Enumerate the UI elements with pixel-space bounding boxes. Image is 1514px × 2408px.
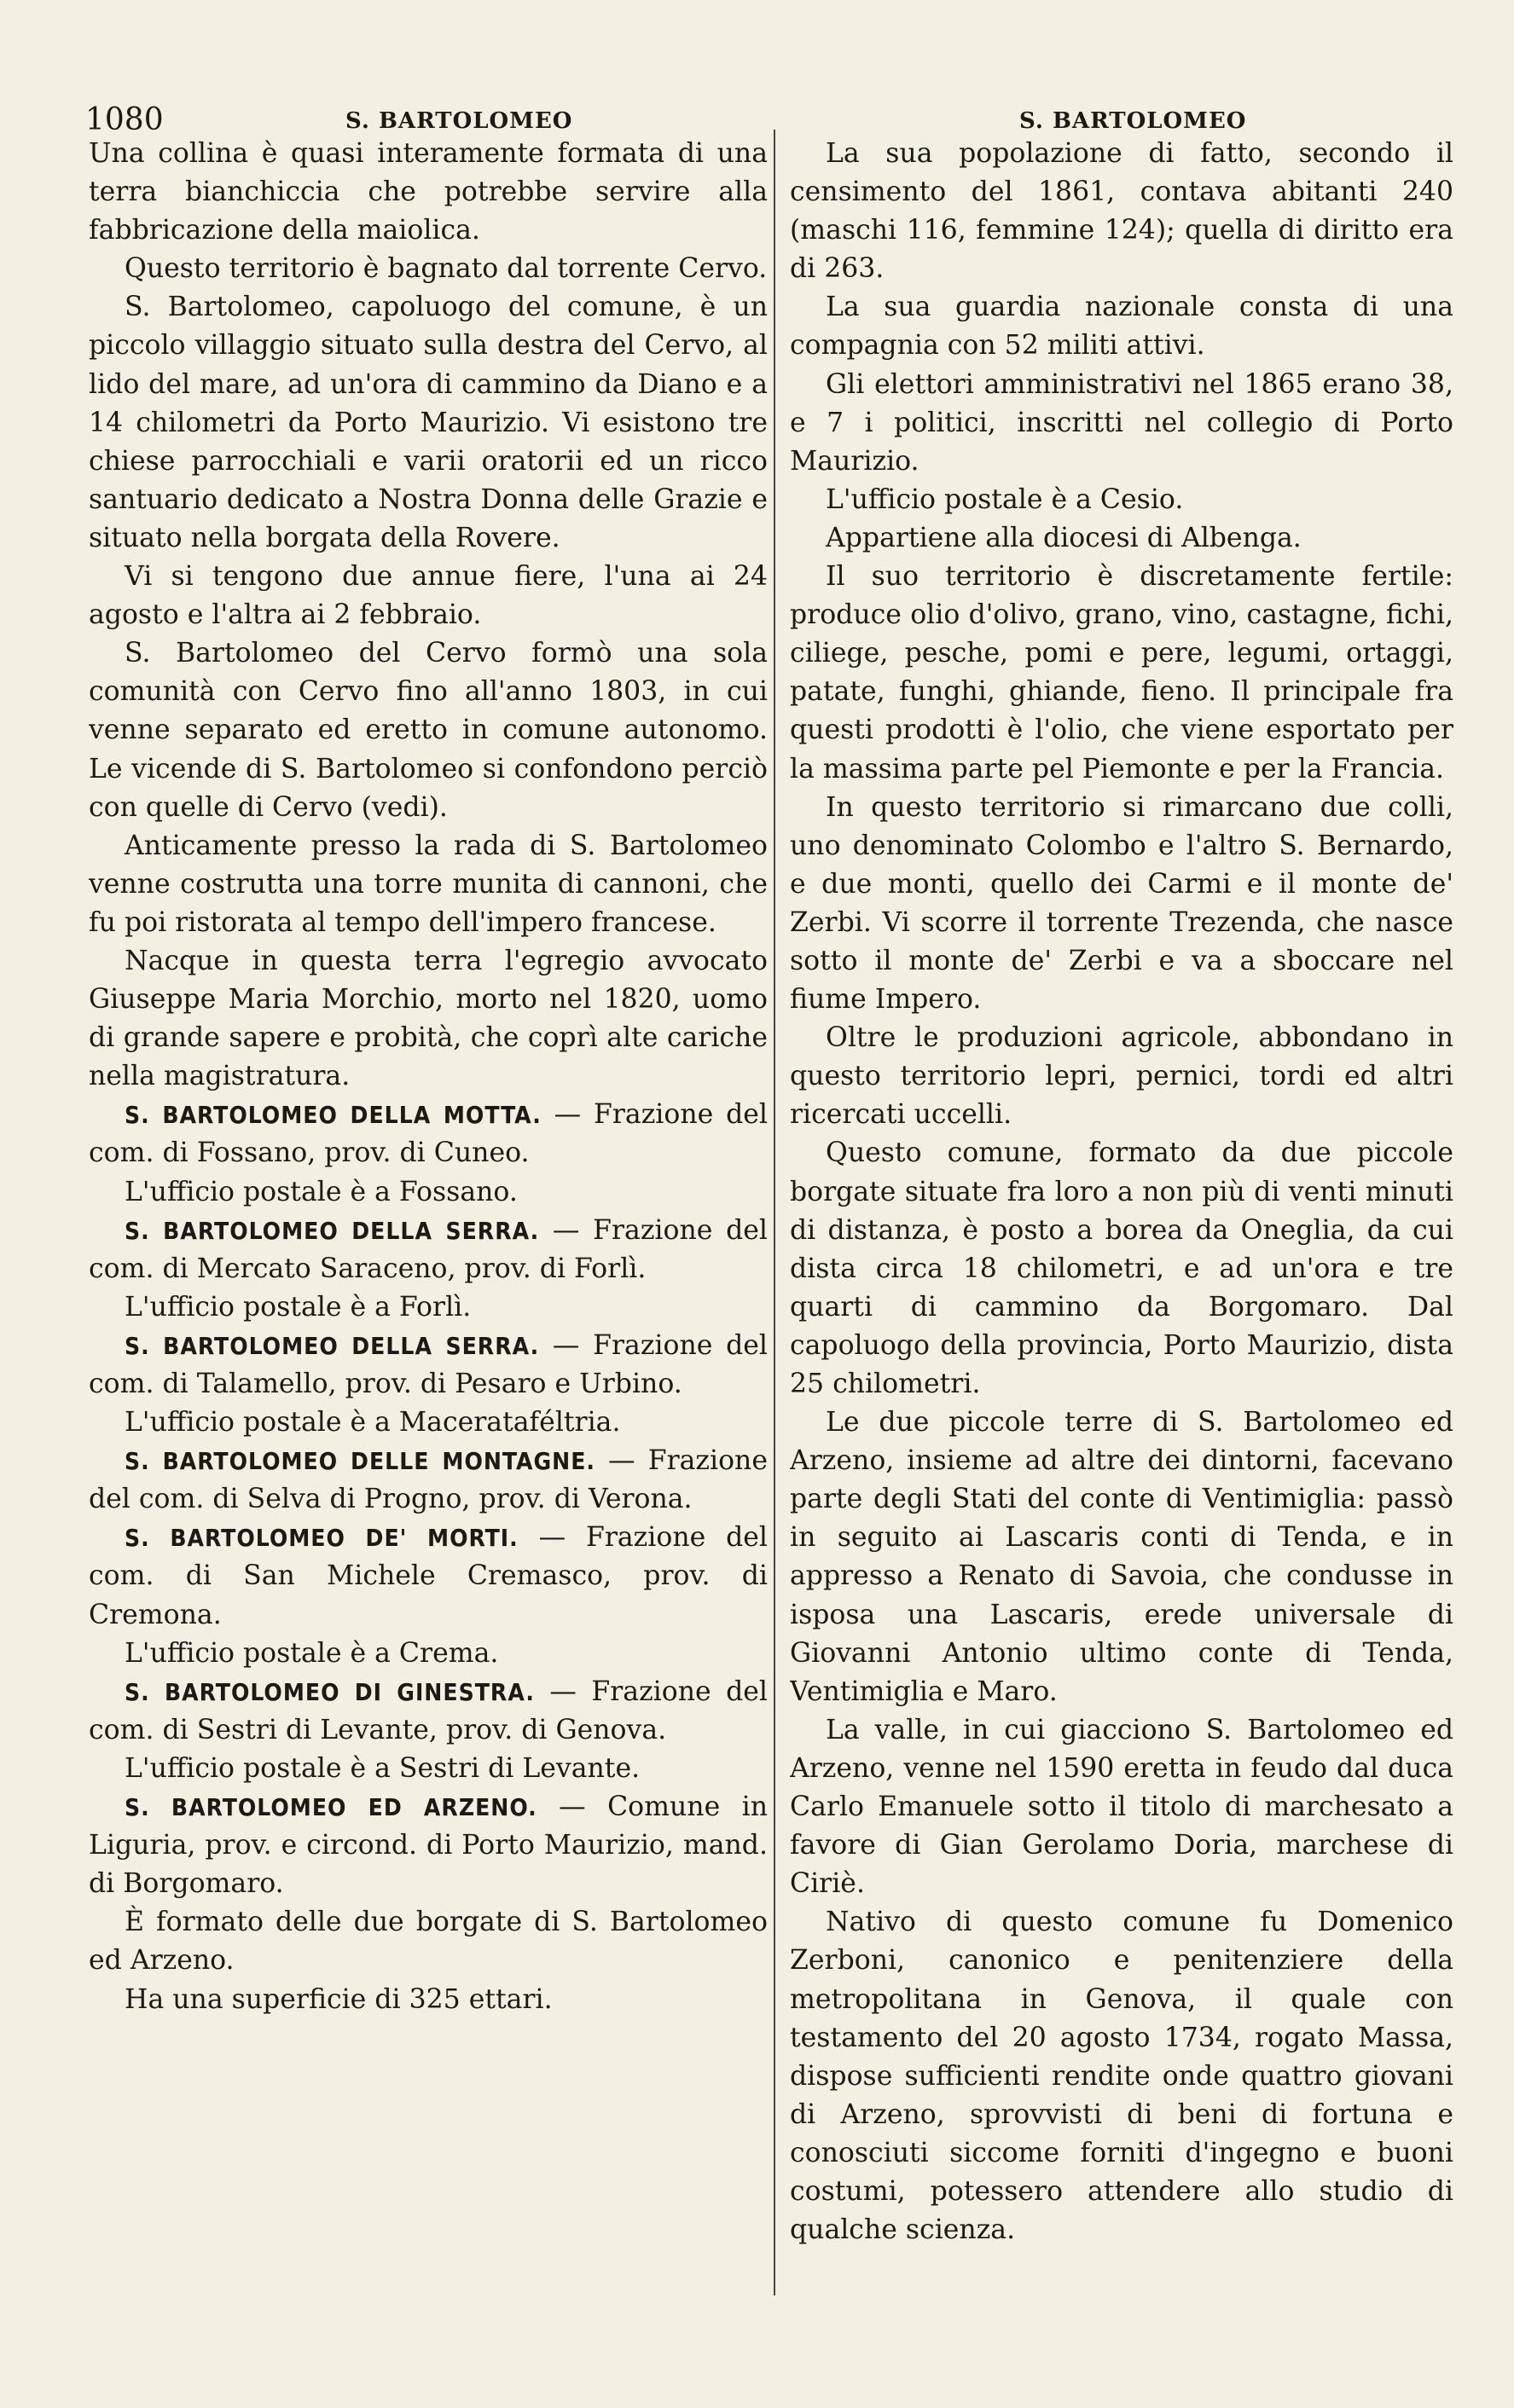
paragraph	[790, 1404, 1453, 1711]
entry-paragraph	[89, 1788, 768, 1903]
paragraph-text: — Comune in Liguria, prov. e circond. di Porto Maurizio, mand. di Borgomaro.	[89, 1792, 768, 1900]
paragraph-text: — Frazione del com. di Fossano, prov. di Cuneo.	[89, 1099, 768, 1169]
paragraph-text: — Frazione del com. di Mercato Saraceno, prov. di Forlì.	[89, 1214, 768, 1284]
paragraph-text: L'ufficio postale è a Crema.	[125, 1637, 499, 1669]
paragraph	[89, 135, 768, 250]
paragraph-text: Questo comune, formato da due piccole borgate situate fra loro a non più di venti minuti di distanza, è posto a borea da Oneglia, da cui dista circa 18 chilometri, e ad un'ora e tre quarti di cammino da Borgomaro. Dal capoluogo della provincia, Porto Maurizio, dista 25 chilometri.	[790, 1137, 1453, 1399]
paragraph	[89, 1288, 768, 1327]
paragraph	[89, 1903, 768, 1980]
paragraph-text: Oltre le produzioni agricole, abbondano in questo territorio lepri, pernici, tordi ed altri ricercati uccelli.	[790, 1022, 1453, 1131]
entry-title: S. BARTOLOMEO ED ARZENO.	[125, 1793, 537, 1822]
paragraph-text: La sua guardia nazionale consta di una compagnia con 52 militi attivi.	[790, 292, 1453, 362]
running-head-left: S. BARTOLOMEO	[345, 108, 573, 134]
entry-paragraph	[89, 1519, 768, 1634]
running-head-right: S. BARTOLOMEO	[1019, 108, 1247, 134]
entry-paragraph	[89, 1096, 768, 1172]
paragraph	[790, 1019, 1453, 1134]
paragraph-text: In questo territorio si rimarcano due colli, uno denominato Colombo e l'altro S. Bernardo, e due monti, quello dei Carmi e il monte de' Zerbi. Vi scorre il torrente Trezenda, che nasce sotto il monte de' Zerbi e va a sboccare nel fiume Impero.	[790, 791, 1453, 1016]
entry-title: S. BARTOLOMEO DE' MORTI.	[125, 1524, 519, 1553]
paragraph-text: S. Bartolomeo del Cervo formò una sola comunità con Cervo fino all'anno 1803, in cui venne separato ed eretto in comune autonomo. Le vicende di S. Bartolomeo si confondono perciò con quelle di Cervo (vedi).	[89, 638, 768, 823]
paragraph-text: L'ufficio postale è a Forlì.	[125, 1291, 472, 1323]
paragraph	[89, 250, 768, 288]
paragraph-text: — Frazione del com. di Sestri di Levante, prov. di Genova.	[89, 1676, 768, 1745]
paragraph	[790, 789, 1453, 1020]
right-column	[790, 135, 1453, 2301]
paragraph-text: Anticamente presso la rada di S. Bartolomeo venne costrutta una torre munita di cannoni, che fu poi ristorata al tempo dell'impero francese.	[89, 830, 768, 938]
paragraph-text: L'ufficio postale è a Fossano.	[125, 1176, 518, 1207]
paragraph-text: Appartiene alla diocesi di Albenga.	[826, 522, 1302, 553]
entry-title: S. BARTOLOMEO DELLE MONTAGNE.	[125, 1447, 595, 1476]
paragraph-text: Vi si tengono due annue fiere, l'una ai 24 agosto e l'altra ai 2 febbraio.	[89, 561, 768, 631]
entry-paragraph	[89, 1442, 768, 1519]
entry-paragraph	[89, 1673, 768, 1750]
paragraph-text: Gli elettori amministrativi nel 1865 erano 38, e 7 i politici, inscritti nel collegio di Porto Maurizio.	[790, 368, 1453, 477]
paragraph	[89, 1173, 768, 1212]
paragraph	[89, 558, 768, 634]
paragraph	[790, 1134, 1453, 1404]
paragraph-text: S. Bartolomeo, capoluogo del comune, è un piccolo villaggio situato sulla destra del Cervo, al lido del mare, ad un'ora di cammino da Diano e a 14 chilometri da Porto Maurizio. Vi esistono tre chiese parrocchiali e varii oratorii ed un ricco santuario dedicato a Nostra Donna delle Grazie e situato nella borgata della Rovere.	[89, 292, 768, 553]
paragraph-text: — Frazione del com. di Selva di Progno, prov. di Verona.	[89, 1445, 768, 1515]
paragraph	[89, 1635, 768, 1673]
paragraph	[89, 288, 768, 558]
paragraph-text: Nacque in questa terra l'egregio avvocato Giuseppe Maria Morchio, morto nel 1820, uomo di grande sapere e probità, che coprì alte cariche nella magistratura.	[89, 945, 768, 1092]
entry-title: S. BARTOLOMEO DELLA SERRA.	[125, 1331, 540, 1360]
paragraph-text: Le due piccole terre di S. Bartolomeo ed Arzeno, insieme ad altre dei dintorni, facevano parte degli Stati del conte di Ventimiglia: passò in seguito ai Lascaris conti di Tenda, e in appresso a Renato di Savoia, che condusse in isposa una Lascaris, erede universale di Giovanni Antonio ultimo conte di Tenda, Ventimiglia e Maro.	[790, 1407, 1453, 1707]
entry-paragraph	[89, 1212, 768, 1288]
column-divider	[774, 130, 775, 2295]
paragraph	[89, 827, 768, 942]
paragraph-text: Il suo territorio è discretamente fertile: produce olio d'olivo, grano, vino, castagne, fichi, ciliege, pesche, pomi e pere, legumi, ortaggi, patate, funghi, ghiande, fieno. Il principale fra questi prodotti è l'olio, che viene esportato per la massima parte pel Piemonte e per la Francia.	[790, 561, 1453, 784]
entry-title: S. BARTOLOMEO DI GINESTRA.	[125, 1677, 535, 1706]
paragraph	[790, 519, 1453, 558]
paragraph	[790, 366, 1453, 481]
paragraph	[790, 1903, 1453, 2249]
paragraph-text: Una collina è quasi interamente formata di una terra bianchiccia che potrebbe servire alla fabbricazione della maiolica.	[89, 138, 768, 246]
paragraph-text: — Frazione del com. di San Michele Cremasco, prov. di Cremona.	[89, 1522, 768, 1630]
paragraph	[89, 634, 768, 826]
paragraph-text: Questo territorio è bagnato dal torrente Cervo.	[125, 253, 768, 285]
entry-paragraph	[89, 1327, 768, 1404]
paragraph	[790, 288, 1453, 365]
page-number: 1080	[85, 102, 164, 137]
entry-title: S. BARTOLOMEO DELLA SERRA.	[125, 1216, 540, 1245]
paragraph-text: Ha una superficie di 325 ettari.	[125, 1983, 553, 2015]
entry-title: S. BARTOLOMEO DELLA MOTTA.	[125, 1101, 542, 1130]
paragraph	[790, 481, 1453, 519]
paragraph-text: Nativo di questo comune fu Domenico Zerboni, canonico e penitenziere della metropolitana in Genova, il quale con testamento del 20 agosto 1734, rogato Massa, dispose sufficienti rendite onde quattro giovani di Arzeno, sprovvisti di beni di fortuna e conosciuti siccome forniti d'ingegno e buoni costumi, potessero attendere allo studio di qualche scienza.	[790, 1907, 1453, 2246]
paragraph-text: La sua popolazione di fatto, secondo il censimento del 1861, contava abitanti 240 (maschi 116, femmine 124); quella di diritto era di 263.	[790, 138, 1453, 285]
paragraph-text: L'ufficio postale è a Macerataféltria.	[125, 1407, 621, 1438]
paragraph	[89, 1981, 768, 2019]
paragraph	[790, 558, 1453, 789]
paragraph	[89, 1404, 768, 1442]
paragraph-text: L'ufficio postale è a Sestri di Levante.	[125, 1752, 641, 1784]
paragraph	[790, 1711, 1453, 1903]
paragraph-text: L'ufficio postale è a Cesio.	[826, 483, 1184, 515]
paragraph	[89, 942, 768, 1096]
left-column	[89, 135, 768, 2301]
paragraph-text: È formato delle due borgate di S. Bartolomeo ed Arzeno.	[89, 1907, 768, 1977]
paragraph-text: — Frazione del com. di Talamello, prov. di Pesaro e Urbino.	[89, 1329, 768, 1399]
paragraph-text: La valle, in cui giacciono S. Bartolomeo ed Arzeno, venne nel 1590 eretta in feudo dal duca Carlo Emanuele sotto il titolo di marchesato a favore di Gian Gerolamo Doria, marchese di Ciriè.	[790, 1714, 1453, 1900]
paragraph	[790, 135, 1453, 288]
paragraph	[89, 1750, 768, 1788]
